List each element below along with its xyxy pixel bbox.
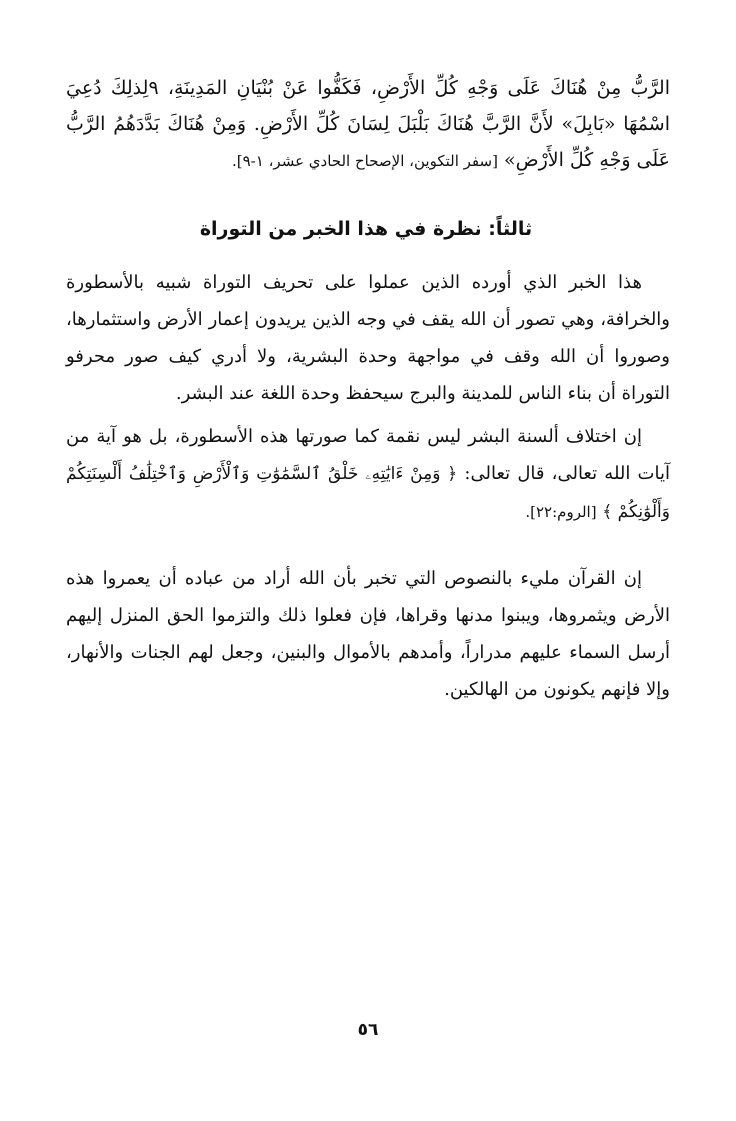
page-number: ٥٦ (357, 1020, 379, 1040)
paragraph-2-intro: إن اختلاف ألسنة البشر ليس نقمة كما صورتها هذه الأسطورة، بل هو آية من آيات الله تعالى، قال تعالى: (66, 426, 670, 484)
paragraph-1 (66, 264, 670, 412)
paragraph-1-text: هذا الخبر الذي أورده الذين عملوا على تحريف التوراة شبيه بالأسطورة والخرافة، وهي تصور أن الله يقف في وجه الذين يريدون إعمار الأرض واستثمارها، وصوروا أن الله وقف في مواجهة وحدة البشرية، ولا أدري كيف صور محرفو التوراة أن بناء الناس للمدينة والبرج سيحفظ وحدة اللغة عند البشر. (66, 272, 670, 404)
paragraph-3 (66, 560, 670, 708)
paragraph-3-text: إن القرآن مليء بالنصوص التي تخبر بأن الله أراد من عباده أن يعمروا هذه الأرض ويثمروها، ويبنوا مدنها وقراها، فإن فعلوا ذلك والتزموا الحق المنزل إليهم أرسل السماء عليهم مدراراً، وأمدهم بالأموال والبنين، وجعل لهم الجنات والأنهار، وإلا فإنهم يكونون من الهالكين. (66, 568, 670, 700)
bible-quotation (66, 70, 670, 179)
quotation-citation: [سفر التكوين، الإصحاح الحادي عشر، ١-٩]. (231, 152, 498, 170)
paragraph-2 (66, 418, 670, 531)
quotation-text: الرَّبُّ مِنْ هُنَاكَ عَلَى وَجْهِ كُلِّ الأَرْضِ، فَكَفُّوا عَنْ بُنْيَانِ المَدِينَةِ، ٩لِذلِكَ دُعِيَ اسْمُهَا «بَابِلَ» لأَنَّ الرَّبَّ هُنَاكَ بَلْبَلَ لِسَانَ كُلِّ الأَرْضِ. وَمِنْ هُنَاكَ بَدَّدَهُمُ الرَّبُّ عَلَى وَجْهِ كُلِّ الأَرْضِ» (66, 77, 670, 171)
verse-reference: [الروم:٢٢]. (525, 503, 597, 521)
section-heading: ثالثاً: نظرة في هذا الخبر من التوراة (199, 218, 533, 240)
quran-verse: ﴿ وَمِنْ ءَايَٰتِهِۦ خَلْقُ ٱلسَّمَٰوَٰتِ وَٱلْأَرْضِ وَٱخْتِلَٰفُ أَلْسِنَتِكُمْ وَأَلْوَٰنِكُمْ ﴾ (66, 464, 670, 522)
